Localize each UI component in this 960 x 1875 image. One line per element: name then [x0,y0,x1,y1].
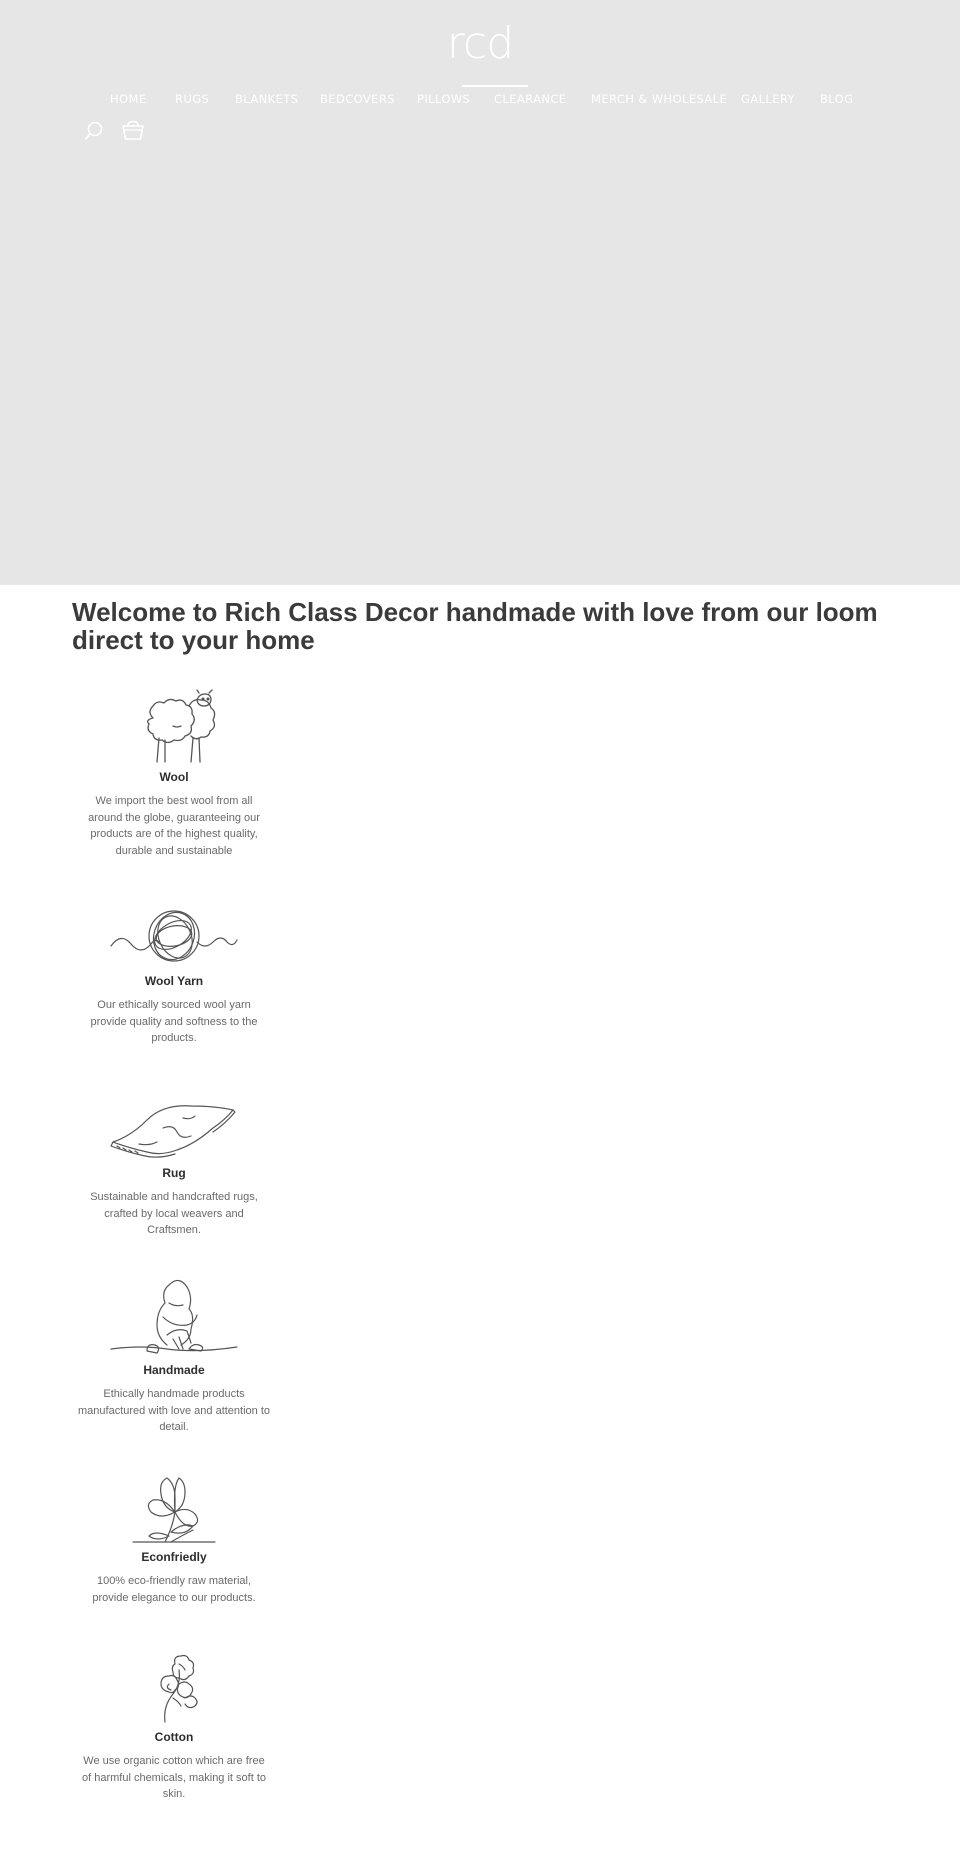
logo-underline [462,85,528,87]
feature-title: Econfriedly [141,1550,207,1564]
feature-title: Wool Yarn [144,974,204,988]
flower-icon [109,1476,239,1544]
nav-item-blankets[interactable]: BLANKETS [235,92,299,106]
page-title: Welcome to Rich Class Decor handmade with love from our loom direct to your home [72,597,878,655]
feature-title: Handmade [143,1363,205,1377]
yarn-ball-icon [109,906,239,968]
feature-description: Sustainable and handcrafted rugs, crafted by local weavers and Craftsmen. [90,1191,258,1236]
site-logo[interactable]: rcd [446,18,514,69]
feature-description: We use organic cotton which are free of harmful chemicals, making it soft to skin. [81,1755,266,1800]
welcome-section [72,598,892,654]
feature-description: Ethically handmade products manufactured with love and attention to detail. [78,1388,271,1433]
nav-item-clearance[interactable]: CLEARANCE [494,92,567,106]
feature-ecofriendly [72,1476,276,1606]
nav-item-pillows[interactable]: PILLOWS [417,92,471,106]
sheep-icon [109,688,239,764]
nav-item-bedcovers[interactable]: BEDCOVERS [320,92,395,106]
rug-icon [109,1098,239,1160]
feature-title: Cotton [154,1730,194,1744]
cart-icon[interactable] [121,120,143,142]
nav-item-merch-wholesale[interactable]: MERCH & WHOLESALE [591,92,728,106]
feature-wool [72,688,276,859]
nav-item-rugs[interactable]: RUGS [175,92,210,106]
feature-rug [72,1098,276,1239]
feature-description: Our ethically sourced wool yarn provide quality and softness to the products. [90,999,258,1044]
feature-handmade [72,1277,276,1436]
hero-banner [0,0,960,585]
main-nav [0,92,960,112]
nav-item-home[interactable]: HOME [110,92,147,106]
feature-cotton [72,1654,276,1803]
feature-description: 100% eco-friendly raw material, provide elegance to our products. [92,1575,256,1604]
feature-description: We import the best wool from all around the globe, guaranteeing our products are of the highest quality, durable and sustainable [88,795,260,857]
nav-item-gallery[interactable]: GALLERY [741,92,795,106]
cotton-plant-icon [109,1654,239,1724]
feature-title: Wool [159,770,189,784]
weaver-icon [109,1277,239,1357]
nav-item-blog[interactable]: BLOG [820,92,854,106]
search-icon[interactable] [84,120,106,142]
feature-title: Rug [162,1166,186,1180]
feature-wool-yarn [72,906,276,1047]
